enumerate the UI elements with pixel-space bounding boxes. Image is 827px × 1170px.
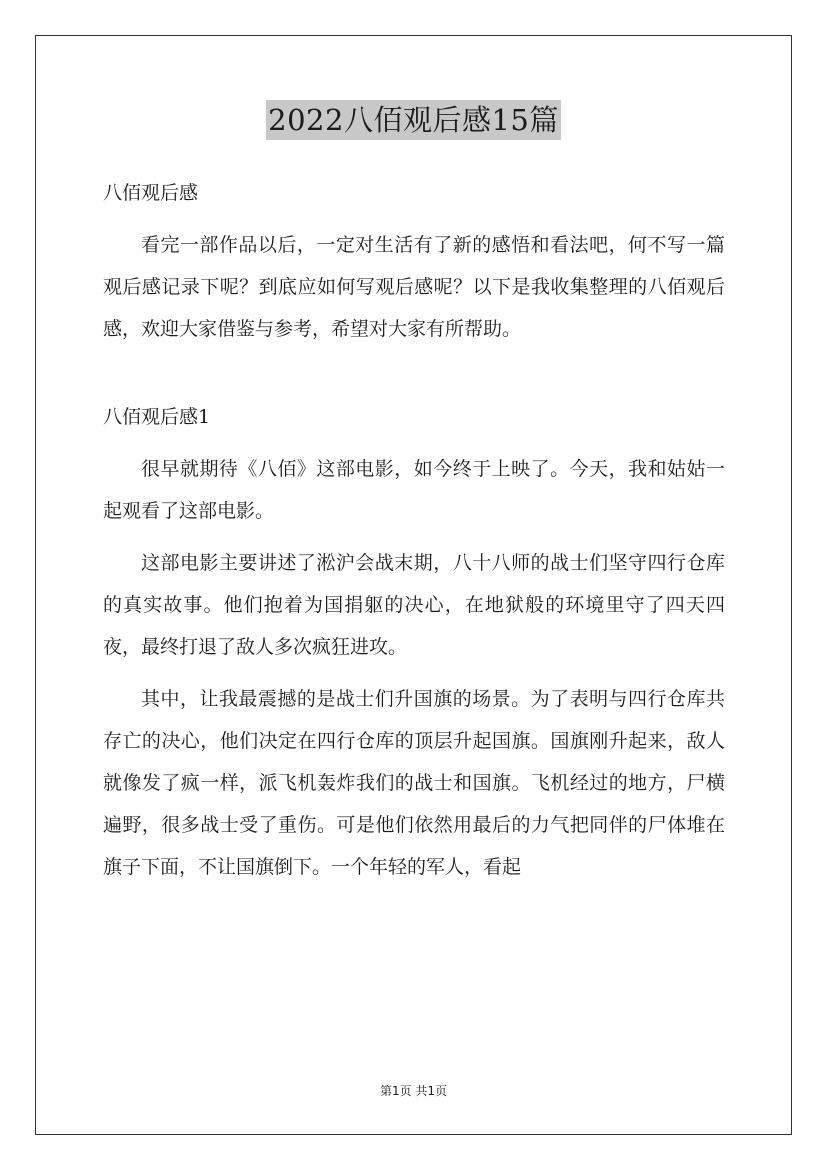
- title-container: [0, 100, 827, 140]
- main-heading: 八佰观后感: [103, 182, 199, 204]
- body-paragraph: 这部电影主要讲述了淞沪会战末期，八十八师的战士们坚守四行仓库的真实故事。他们抱着为国捐躯的决心，在地狱般的环境里守了四天四夜，最终打退了敌人多次疯狂进攻。: [103, 552, 725, 658]
- page-number-footer: 第1页 共1页: [379, 1084, 448, 1098]
- section-gap: [103, 350, 725, 396]
- section-heading: 八佰观后感1: [103, 406, 211, 428]
- body-paragraph: 很早就期待《八佰》这部电影，如今终于上映了。今天，我和姑姑一起观看了这部电影。: [103, 458, 725, 522]
- document-body: [103, 172, 725, 888]
- body-paragraph: 其中，让我最震撼的是战士们升国旗的场景。为了表明与四行仓库共存亡的决心，他们决定在四行仓库的顶层升起国旗。国旗刚升起来，敌人就像发了疯一样，派飞机轰炸我们的战士和国旗。飞机经过的地方，尸横遍野，很多战士受了重伤。可是他们依然用最后的力气把同伴的尸体堆在旗子下面，不让国旗倒下。一个年轻的军人，看起: [103, 688, 725, 878]
- document-title: 2022八佰观后感15篇: [266, 100, 561, 140]
- intro-paragraph: 看完一部作品以后，一定对生活有了新的感悟和看法吧，何不写一篇观后感记录下呢？到底应如何写观后感呢？以下是我收集整理的八佰观后感，欢迎大家借鉴与参考，希望对大家有所帮助。: [103, 234, 725, 340]
